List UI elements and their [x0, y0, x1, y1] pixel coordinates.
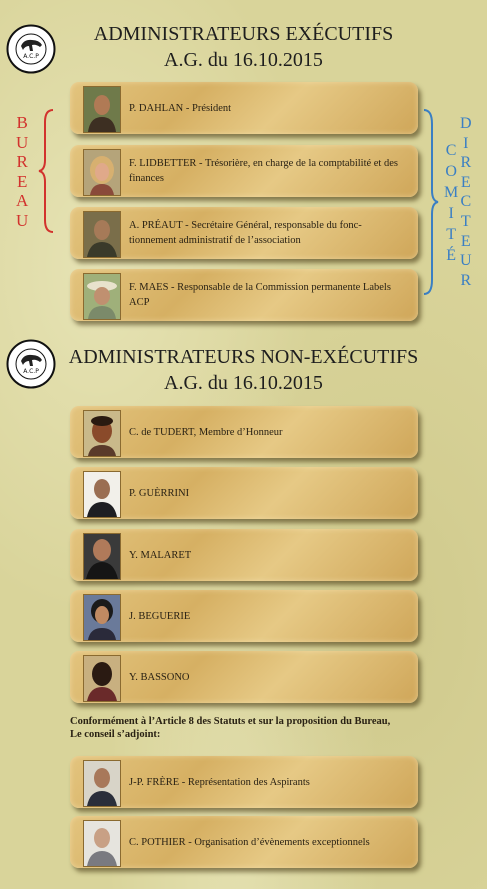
member-text: Y. BASSONO: [129, 671, 190, 683]
member-card: [70, 269, 418, 321]
logo-center-text: A.C.P: [23, 53, 39, 60]
member-photo: [83, 471, 121, 518]
member-text: C. de TUDERT, Membre d’Honneur: [129, 426, 283, 438]
member-text: P. GUÈRRINI: [129, 487, 190, 499]
member-text: F. LIDBETTER - Trésorière, en charge de la comptabilité et des finances: [129, 158, 398, 184]
member-photo: [83, 86, 121, 133]
member-photo: [83, 760, 121, 807]
member-card: [70, 590, 418, 642]
bureau-label: B U R E A U: [16, 113, 29, 230]
member-photo: [83, 273, 121, 320]
member-text: J. BEGUERIE: [129, 610, 191, 622]
bureau-brace: [37, 108, 57, 234]
member-photo: [83, 820, 121, 867]
member-photo: [83, 533, 121, 580]
member-text: F. MAES - Responsable de la Commission permanente Labels ACP: [129, 282, 391, 308]
member-text: P. DAHLAN - Président: [129, 102, 232, 114]
member-card: [70, 467, 418, 519]
member-text: A. PRÉAUT - Secrétaire Général, responsable du fonc-tionnement administratif de l’association: [129, 220, 362, 246]
non-executive-subtitle: A.G. du 16.10.2015: [164, 372, 323, 394]
non-executive-title: ADMINISTRATEURS NON-EXÉCUTIFS: [68, 346, 419, 368]
member-text: C. POTHIER - Organisation d’évènements exceptionnels: [129, 836, 370, 848]
article-note: Conformément à l’Article 8 des Statuts et sur la proposition du Bureau, Le conseil s’adjoint:: [70, 716, 391, 740]
member-photo: [83, 410, 121, 457]
logo-center-text: A.C.P: [23, 368, 39, 375]
member-text: J-P. FRÈRE - Représentation des Aspirants: [129, 776, 310, 788]
member-photo: [83, 594, 121, 641]
member-card: [70, 145, 418, 197]
member-photo: [83, 149, 121, 196]
executive-title: ADMINISTRATEURS EXÉCUTIFS: [93, 23, 394, 45]
member-card: [70, 816, 418, 868]
member-card: [70, 207, 418, 259]
comite-brace: [420, 108, 440, 296]
member-photo: [83, 211, 121, 258]
member-card: [70, 756, 418, 808]
executive-subtitle: A.G. du 16.10.2015: [164, 49, 323, 71]
member-card: [70, 82, 418, 134]
directeur-label: D I R E C T E U R: [460, 115, 472, 289]
member-text: Y. MALARET: [129, 549, 192, 561]
member-card: [70, 406, 418, 458]
member-card: [70, 529, 418, 581]
member-photo: [83, 655, 121, 702]
member-card: [70, 651, 418, 703]
comite-label: C O M I T É: [444, 142, 459, 264]
